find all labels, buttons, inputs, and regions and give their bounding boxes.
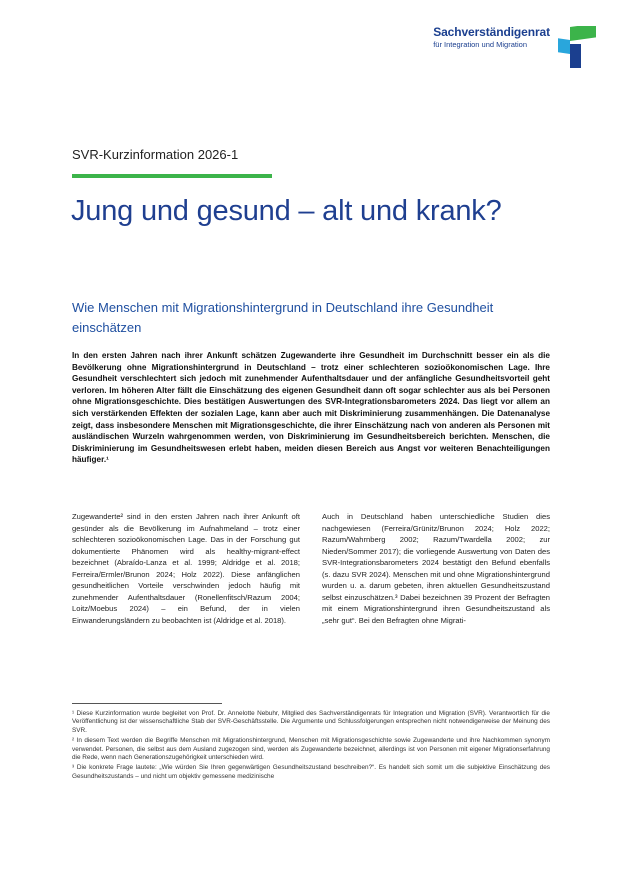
footnote-1: ¹ Diese Kurzinformation wurde begleitet von Prof. Dr. Annelotte Nebuhr, Mitglied des Sachverständigenrats für Integration und Migration (SVR). Verantwortlich für die Veröffentlichung ist der wissenschaftliche Stab der SVR-Geschäftsstelle. Die Argumente und Schlussfolgerungen entsprechen nicht notwendigerweise der Meinung des SVR. — [72, 710, 550, 734]
abstract-paragraph: In den ersten Jahren nach ihrer Ankunft schätzen Zugewanderte ihre Gesundheit im Durchschnitt besser ein als die Bevölkerung ohne Migrationshintergrund in Deutschland – trotz einer schlechteren sozioökonomischen Lage. Ihre Gesundheit verschlechtert sich jedoch mit zunehmender Aufenthaltsdauer und der anfängliche Gesundheitsvorteil geht verloren. Im höheren Alter fällt die Einschätzung des eigenen Gesundheit dann oft sogar schlechter aus als bei Personen ohne Migrationsgeschichte. Dies bestätigen Auswertungen des SVR-Integrationsbarometers 2024. Das liegt vor allem an sich verstärkenden Effekten der sozialen Lage, kann aber auch mit Diskriminierung zusammenhängen. Die Datenanalyse zeigt, dass insbesondere Menschen mit Migrationsgeschichte, die ihrer Einschätzung nach von anderen als Personen mit ausländischen Wurzeln wahrgenommen werden, von Diskriminierung im Gesundheitsbereich berichten. Menschen, die Diskriminierung im Gesundheitswesen erlebt haben, meiden diesen Bereich aus Angst vor weiteren Benachteiligungen häufiger.¹ — [72, 351, 550, 465]
document-subtitle: Wie Menschen mit Migrationshintergrund in Deutschland ihre Gesundheit einschätzen — [72, 300, 494, 335]
logo-text — [433, 26, 550, 49]
body-columns — [72, 511, 550, 626]
svr-logo-icon — [556, 26, 598, 70]
body-column-right — [322, 511, 550, 626]
svr-logo[interactable] — [433, 26, 598, 70]
footnote-3: ³ Die konkrete Frage lautete: „Wie würden Sie Ihren gegenwärtigen Gesundheitszustand beschreiben?“. Es handelt sich somit um die subjektive Einschätzung des Gesundheitszustands – und nicht um objektiv gemessene medizinische — [72, 764, 550, 780]
body-column-left — [72, 511, 300, 626]
body-paragraph: Zugewanderte² sind in den ersten Jahren nach ihrer Ankunft oft gesünder als die Bevölkerung im Aufnahmeland – trotz einer schlechteren sozioökonomischen Lage. Das in der Forschung gut dokumentierte Phänomen wird als healthy-migrant-effect bezeichnet (Abraído-Lanza et al. 1999; Aldridge et al. 2018; Ferreira/Ermler/Brunon 2024; Holz 2022). Diese anfänglichen gesundheitlichen Vorteile verschwinden jedoch häufig mit zunehmender Aufenthaltsdauer (Ronellenfitsch/Razum 2004; Loitz/Moebus 2024) – ein Befund, der in vielen Einwanderungsländern zu beobachten ist (Aldridge et al. 2018). — [72, 512, 300, 625]
body-paragraph: Auch in Deutschland haben unterschiedliche Studien dies nachgewiesen (Ferreira/Grünitz/Brunon 2024; Holz 2022; Razum/Wahrnberg 2002; Razum/Twardella 2002; zur Nieden/Sommer 2017); die vorliegende Auswertung von Daten des SVR-Integrationsbarometers 2024 bestätigt den Befund ebenfalls (s. dazu SVR 2024). Menschen mit und ohne Migrationshintergrund wurden u. a. darum gebeten, ihren aktuellen Gesundheitszustand selbst einzuschätzen.³ Dabei bezeichnen 39 Prozent der Befragten mit einem Migrationshintergrund ihren Gesundheitszustand als „sehr gut“. Bei den Befragten ohne Migrati- — [322, 512, 550, 625]
footnotes — [72, 710, 550, 783]
footnote-divider — [72, 703, 222, 704]
document-title: Jung und gesund – alt und krank? — [71, 195, 502, 227]
footnote-2: ² In diesem Text werden die Begriffe Menschen mit Migrationshintergrund, Menschen mit Migrationsgeschichte sowie Zugewanderte und ihre Nachkommen synonym verwendet. Personen, die selbst aus dem Ausland zugezogen sind, werden als Zugewanderte bezeichnet, allerdings ist von Personen mit eigener Migrationserfahrung die Rede, wenn nach Generationszugehörigkeit unterschieden wird. — [72, 737, 550, 762]
accent-rule — [72, 174, 272, 178]
logo-name: Sachverständigenrat — [433, 25, 550, 39]
document-series: SVR-Kurzinformation 2026-1 — [72, 147, 239, 162]
logo-tagline: für Integration und Migration — [433, 40, 527, 50]
